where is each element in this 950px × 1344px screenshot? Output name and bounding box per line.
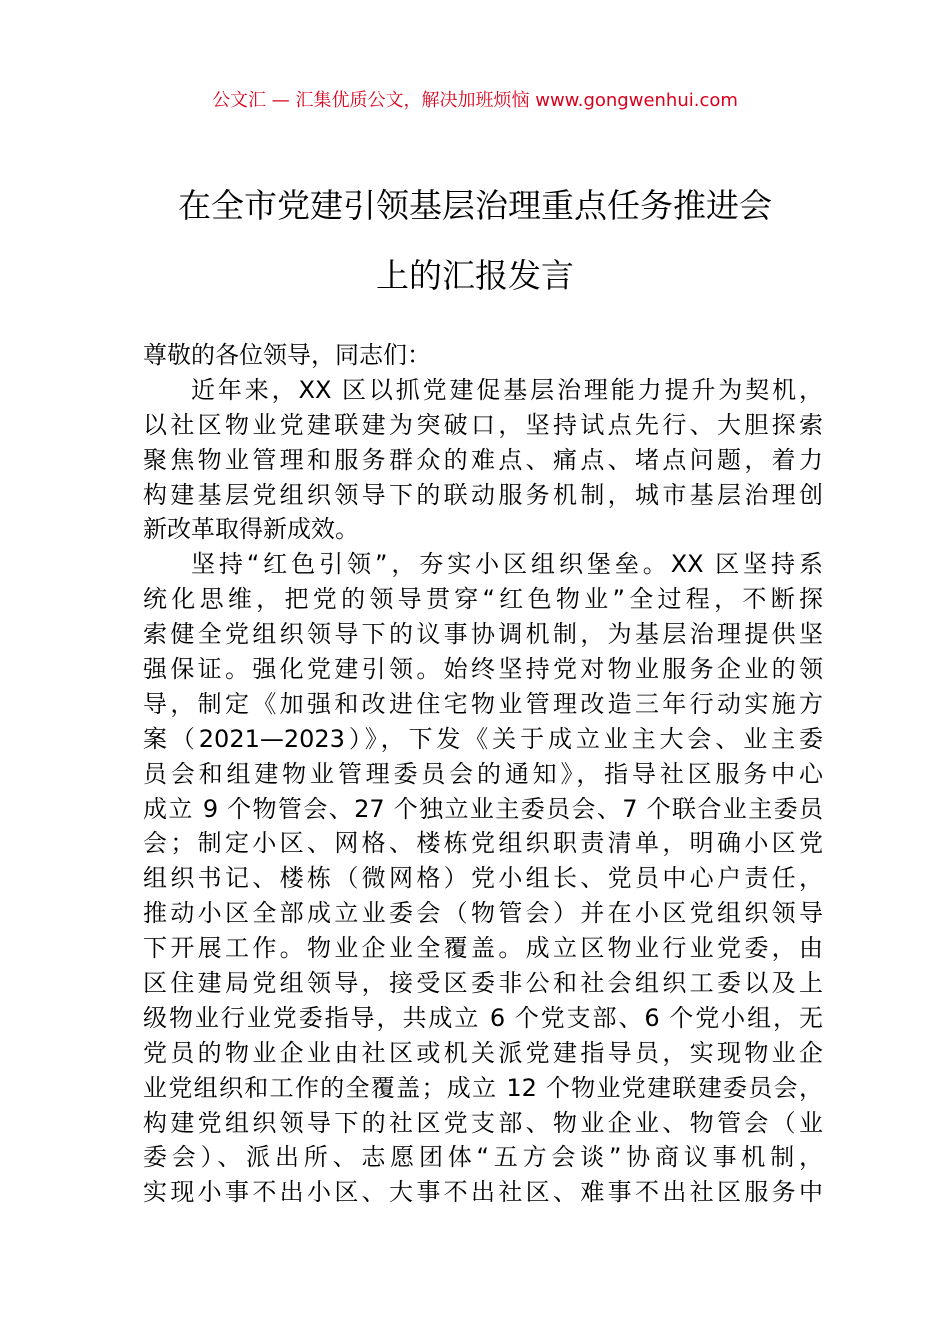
body-line: 聚焦物业管理和服务群众的难点、痛点、堵点问题，着力 <box>143 445 823 474</box>
body-line: 组织书记、楼栋（微网格）党小组长、党员中心户责任， <box>143 864 823 893</box>
body-line: 以社区物业党建联建为突破口，坚持试点先行、大胆探索 <box>143 410 823 439</box>
body-line: 强保证。强化党建引领。始终坚持党对物业服务企业的领 <box>143 655 823 684</box>
salutation: 尊敬的各位领导，同志们： <box>143 341 431 369</box>
body-line: 导，制定《加强和改进住宅物业管理改造三年行动实施方 <box>143 689 823 718</box>
body-line: 统化思维，把党的领导贯穿“红色物业”全过程，不断探 <box>143 585 823 614</box>
body-line: 业党组织和工作的全覆盖；成立 12 个物业党建联建委员会， <box>143 1073 823 1102</box>
body-line: 近年来，XX 区以抓党建促基层治理能力提升为契机， <box>191 375 823 404</box>
document-body <box>143 338 823 1210</box>
body-line: 区住建局党组领导，接受区委非公和社会组织工委以及上 <box>143 969 823 998</box>
site-header-banner: 公文汇 — 汇集优质公文，解决加班烦恼 www.gongwenhui.com <box>212 90 738 111</box>
body-line: 委会）、派出所、志愿团体“五方会谈”协商议事机制， <box>143 1143 823 1172</box>
body-line: 新改革取得新成效。 <box>143 515 359 544</box>
body-line: 会；制定小区、网格、楼栋党组织职责清单，明确小区党 <box>143 829 823 858</box>
body-line: 级物业行业党委指导，共成立 6 个党支部、6 个党小组，无 <box>143 1003 823 1032</box>
body-line: 下开展工作。物业企业全覆盖。成立区物业行业党委，由 <box>143 934 823 963</box>
body-line: 构建党组织领导下的社区党支部、物业企业、物管会（业 <box>143 1108 823 1137</box>
body-line: 党员的物业企业由社区或机关派党建指导员，实现物业企 <box>143 1038 823 1067</box>
body-line: 员会和组建物业管理委员会的通知》，指导社区服务中心 <box>143 759 823 788</box>
body-line: 坚持“红色引领”，夯实小区组织堡垒。XX 区坚持系 <box>191 550 823 579</box>
body-line: 索健全党组织领导下的议事协调机制，为基层治理提供坚 <box>143 620 823 649</box>
body-line: 实现小事不出小区、大事不出社区、难事不出社区服务中 <box>143 1178 823 1207</box>
body-line: 推动小区全部成立业委会（物管会）并在小区党组织领导 <box>143 899 823 928</box>
document-title-line-1: 在全市党建引领基层治理重点任务推进会 <box>178 186 772 225</box>
body-line: 成立 9 个物管会、27 个独立业主委员会、7 个联合业主委员 <box>143 794 823 823</box>
document-title-line-2: 上的汇报发言 <box>376 256 574 295</box>
body-line: 案（2021—2023）》，下发《关于成立业主大会、业主委 <box>143 724 823 753</box>
body-line: 构建基层党组织领导下的联动服务机制，城市基层治理创 <box>143 480 823 509</box>
